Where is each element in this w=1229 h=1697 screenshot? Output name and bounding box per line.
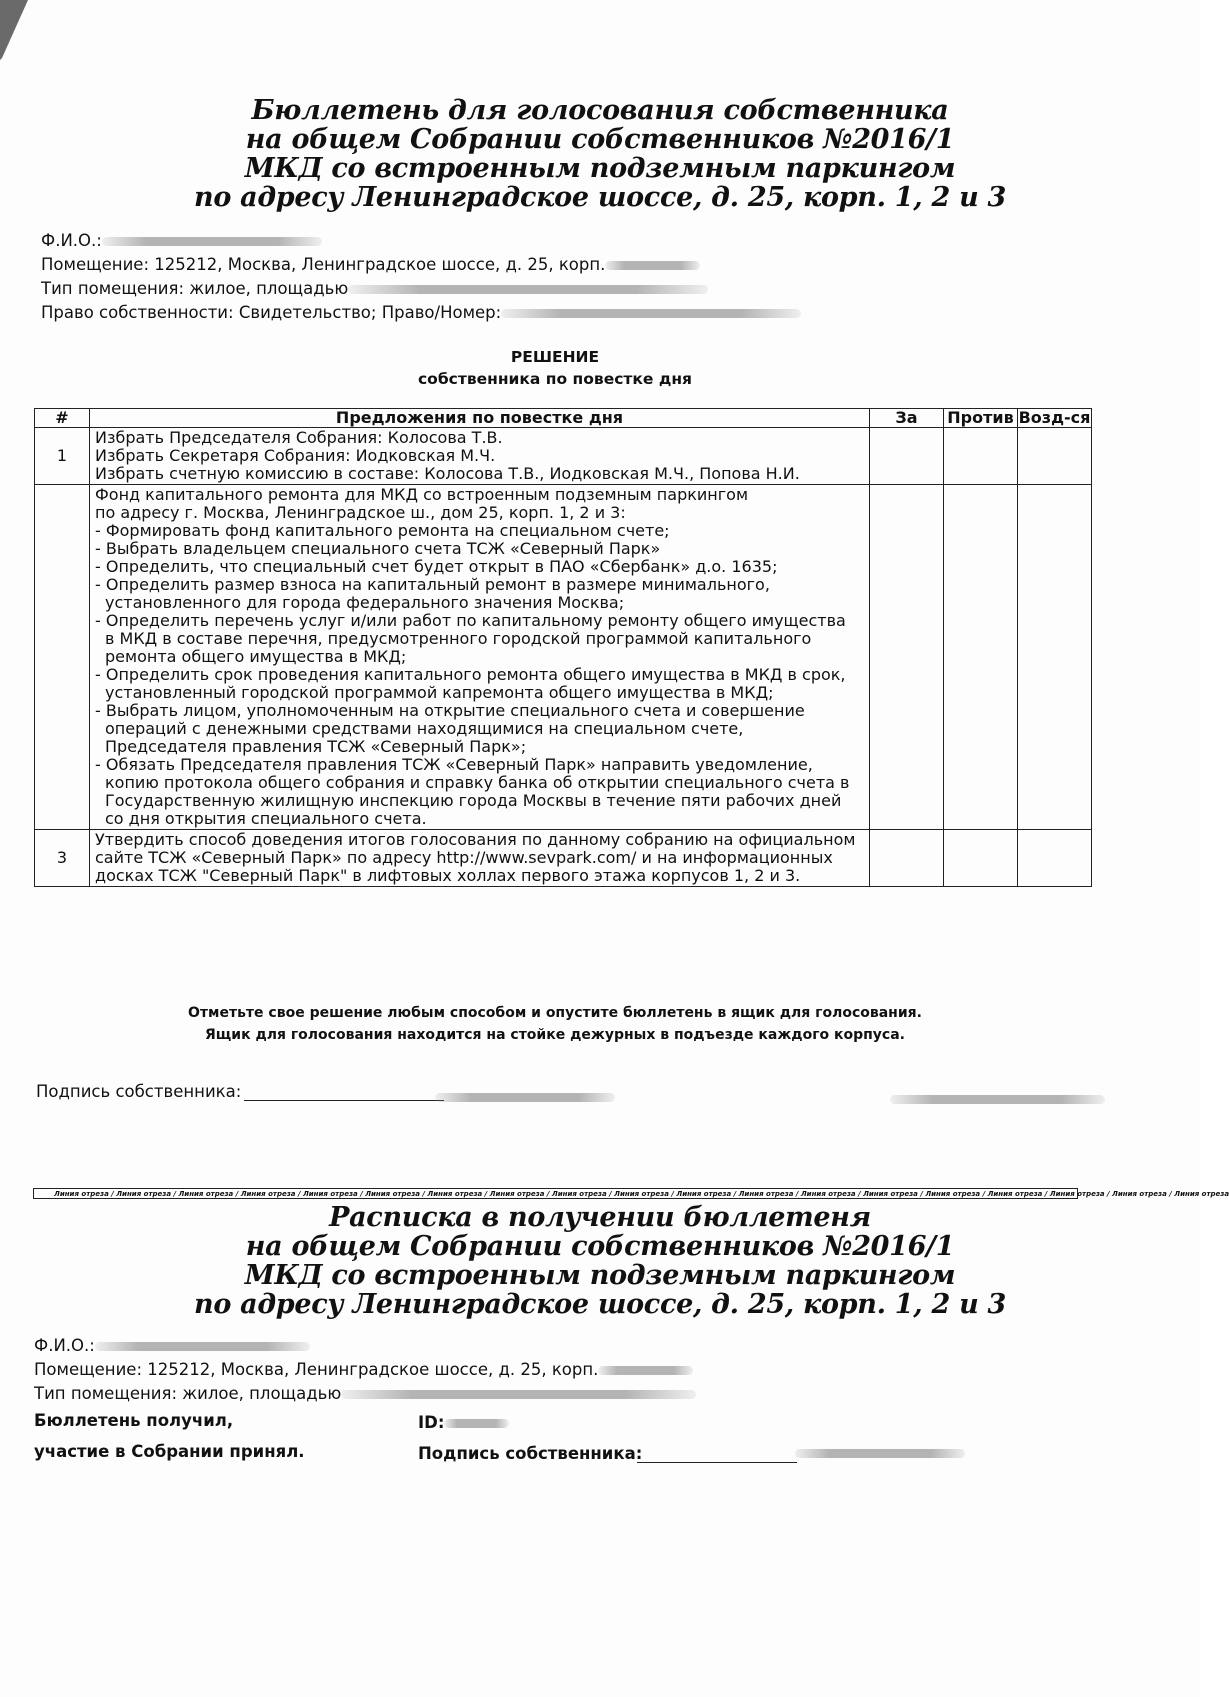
receipt-title-line: МКД со встроенным подземным паркингом <box>244 1260 956 1291</box>
instruction-line: Ящик для голосования находится на стойке дежурных в подъезде каждого корпуса. <box>205 1027 905 1043</box>
redacted-fio <box>102 237 322 246</box>
header-num: # <box>35 409 90 428</box>
vote-abstain-cell[interactable] <box>1018 830 1092 887</box>
fio-label: Ф.И.О.: <box>41 231 102 250</box>
agenda-line: операций с денежными средствами находящимися на специальном счете, <box>105 719 744 738</box>
owner-ownership <box>41 302 801 323</box>
scan-corner-mark <box>0 0 60 70</box>
bulletin-title-line: Бюллетень для голосования собственника <box>251 95 949 126</box>
receipt-id <box>418 1412 509 1433</box>
agenda-line: - Определить срок проведения капитального ремонта общего имущества в МКД в срок, <box>95 665 846 684</box>
redacted-ownership-number <box>501 309 801 318</box>
receipt-signature-label: Подпись собственника: <box>418 1444 643 1463</box>
receipt-fio-label: Ф.И.О.: <box>34 1336 95 1355</box>
agenda-line: досках ТСЖ "Северный Парк" в лифтовых холлах первого этажа корпусов 1, 2 и 3. <box>95 866 801 885</box>
header-proposals: Предложения по повестке дня <box>90 409 870 428</box>
redacted-receipt-building <box>598 1366 693 1375</box>
agenda-line: Избрать счетную комиссию в составе: Колосова Т.В., Иодковская М.Ч., Попова Н.И. <box>95 464 800 483</box>
header-for: За <box>870 409 944 428</box>
receipt-title-line: на общем Собрании собственников №2016/1 <box>245 1231 955 1262</box>
agenda-line: копию протокола общего собрания и справку банка об открытии специального счета в <box>105 773 850 792</box>
vote-abstain-cell[interactable] <box>1018 428 1092 485</box>
receipt-premises-label: Помещение: 125212, Москва, Ленинградское шоссе, д. 25, корп. <box>34 1360 599 1379</box>
agenda-line: Государственную жилищную инспекцию города Москвы в течение пяти рабочих дней <box>105 791 842 810</box>
received-line1: Бюллетень получил, <box>34 1411 234 1430</box>
receipt-title-line: Расписка в получении бюллетеня <box>329 1202 871 1233</box>
vote-against-cell[interactable] <box>944 485 1018 830</box>
receipt-id-label: ID: <box>418 1413 445 1432</box>
agenda-line: - Определить, что специальный счет будет открыт в ПАО «Сбербанк» д.о. 1635; <box>95 557 778 576</box>
agenda-line: сайте ТСЖ «Северный Парк» по адресу http://www.sevpark.com/ и на информационных <box>95 848 833 867</box>
redacted-name <box>890 1095 1105 1104</box>
agenda-line: ремонта общего имущества в МКД; <box>105 647 407 666</box>
agenda-row <box>35 428 1092 485</box>
bulletin-title-line: на общем Собрании собственников №2016/1 <box>245 124 955 155</box>
agenda-line: в МКД в составе перечня, предусмотренного городской программой капитального <box>105 629 812 648</box>
vote-against-cell[interactable] <box>944 830 1018 887</box>
owner-fio <box>41 230 322 251</box>
agenda-row-text <box>90 830 870 887</box>
vote-for-cell[interactable] <box>870 830 944 887</box>
agenda-row-num: 3 <box>35 830 90 887</box>
redacted-receipt-fio <box>95 1342 310 1351</box>
agenda-header-row <box>35 409 1092 428</box>
decision-heading: РЕШЕНИЕ <box>510 348 600 366</box>
bulletin-title <box>0 96 1200 212</box>
redacted-area <box>348 285 708 294</box>
redacted-receipt-signature <box>795 1449 965 1458</box>
decision-subheading: собственника по повестке дня <box>417 370 693 388</box>
agenda-row <box>35 830 1092 887</box>
receipt-title-line: по адресу Ленинградское шоссе, д. 25, корп. 1, 2 и 3 <box>193 1289 1006 1320</box>
receipt-fio <box>34 1335 310 1356</box>
premises-type-label: Тип помещения: жилое, площадью <box>41 279 349 298</box>
agenda-line: Председателя правления ТСЖ «Северный Парк»; <box>105 737 527 756</box>
agenda-line: по адресу г. Москва, Ленинградское ш., дом 25, корп. 1, 2 и 3: <box>95 503 626 522</box>
header-against: Против <box>944 409 1018 428</box>
agenda-line: установленного для города федерального значения Москва; <box>105 593 625 612</box>
receipt-premises <box>34 1359 693 1380</box>
bulletin-title-line: по адресу Ленинградское шоссе, д. 25, корп. 1, 2 и 3 <box>193 182 1006 213</box>
vote-abstain-cell[interactable] <box>1018 485 1092 830</box>
agenda-row-text <box>90 485 870 830</box>
agenda-line: Фонд капитального ремонта для МКД со встроенным подземным паркингом <box>95 485 749 504</box>
vote-for-cell[interactable] <box>870 428 944 485</box>
vote-for-cell[interactable] <box>870 485 944 830</box>
vote-against-cell[interactable] <box>944 428 1018 485</box>
agenda-row-num: 1 <box>35 428 90 485</box>
ownership-label: Право собственности: Свидетельство; Право/Номер: <box>41 303 502 322</box>
header-abstain: Возд-ся <box>1018 408 1091 427</box>
receipt-title <box>0 1203 1200 1319</box>
agenda-line: - Формировать фонд капитального ремонта на специальном счете; <box>95 521 670 540</box>
agenda-line: - Обязать Председателя правления ТСЖ «Северный Парк» направить уведомление, <box>95 755 813 774</box>
bulletin-title-line: МКД со встроенным подземным паркингом <box>244 153 956 184</box>
premises-label: Помещение: 125212, Москва, Ленинградское шоссе, д. 25, корп. <box>41 255 606 274</box>
agenda-line: со дня открытия специального счета. <box>105 809 427 828</box>
owner-premises-type <box>41 278 708 299</box>
redacted-receipt-area <box>341 1390 696 1399</box>
owner-premises <box>41 254 700 275</box>
agenda-row <box>35 485 1092 830</box>
redacted-building <box>605 261 700 270</box>
agenda-line: Утвердить способ доведения итогов голосования по данному собранию на официальном <box>95 830 856 849</box>
owner-signature-label: Подпись собственника: <box>36 1082 242 1101</box>
agenda-line: - Выбрать владельцем специального счета ТСЖ «Северный Парк» <box>95 539 661 558</box>
redacted-id <box>444 1419 509 1428</box>
owner-signature-line[interactable] <box>244 1100 444 1101</box>
agenda-row-text <box>90 428 870 485</box>
redacted-signature <box>435 1093 615 1102</box>
agenda-line: Избрать Председателя Собрания: Колосова Т.В. <box>95 428 503 447</box>
agenda-line: Избрать Секретаря Собрания: Иодковская М.Ч. <box>95 446 496 465</box>
received-line2: участие в Собрании принял. <box>34 1442 305 1461</box>
agenda-line: установленный городской программой капремонта общего имущества в МКД; <box>105 683 774 702</box>
cut-line: Линия отреза / Линия отреза / Линия отреза / Линия отреза / Линия отреза / Линия отреза / Линия отреза / Линия отреза / Линия отреза / Линия отреза / Линия отреза / Линия отреза / Линия отреза / Линия отреза / Линия отреза / Линия отреза / Линия отреза / Линия отреза / Линия отреза <box>33 1188 1078 1199</box>
agenda-line: - Определить размер взноса на капитальный ремонт в размере минимального, <box>95 575 770 594</box>
receipt-premises-type-label: Тип помещения: жилое, площадью <box>34 1384 342 1403</box>
receipt-signature-line[interactable] <box>637 1462 797 1463</box>
agenda-row-num <box>35 485 90 830</box>
receipt-premises-type <box>34 1383 696 1404</box>
agenda-line: - Определить перечень услуг и/или работ по капитальному ремонту общего имущества <box>95 611 846 630</box>
agenda-table <box>34 408 1092 887</box>
agenda-line: - Выбрать лицом, уполномоченным на открытие специального счета и совершение <box>95 701 805 720</box>
instruction-line: Отметьте свое решение любым способом и опустите бюллетень в ящик для голосования. <box>188 1005 922 1021</box>
